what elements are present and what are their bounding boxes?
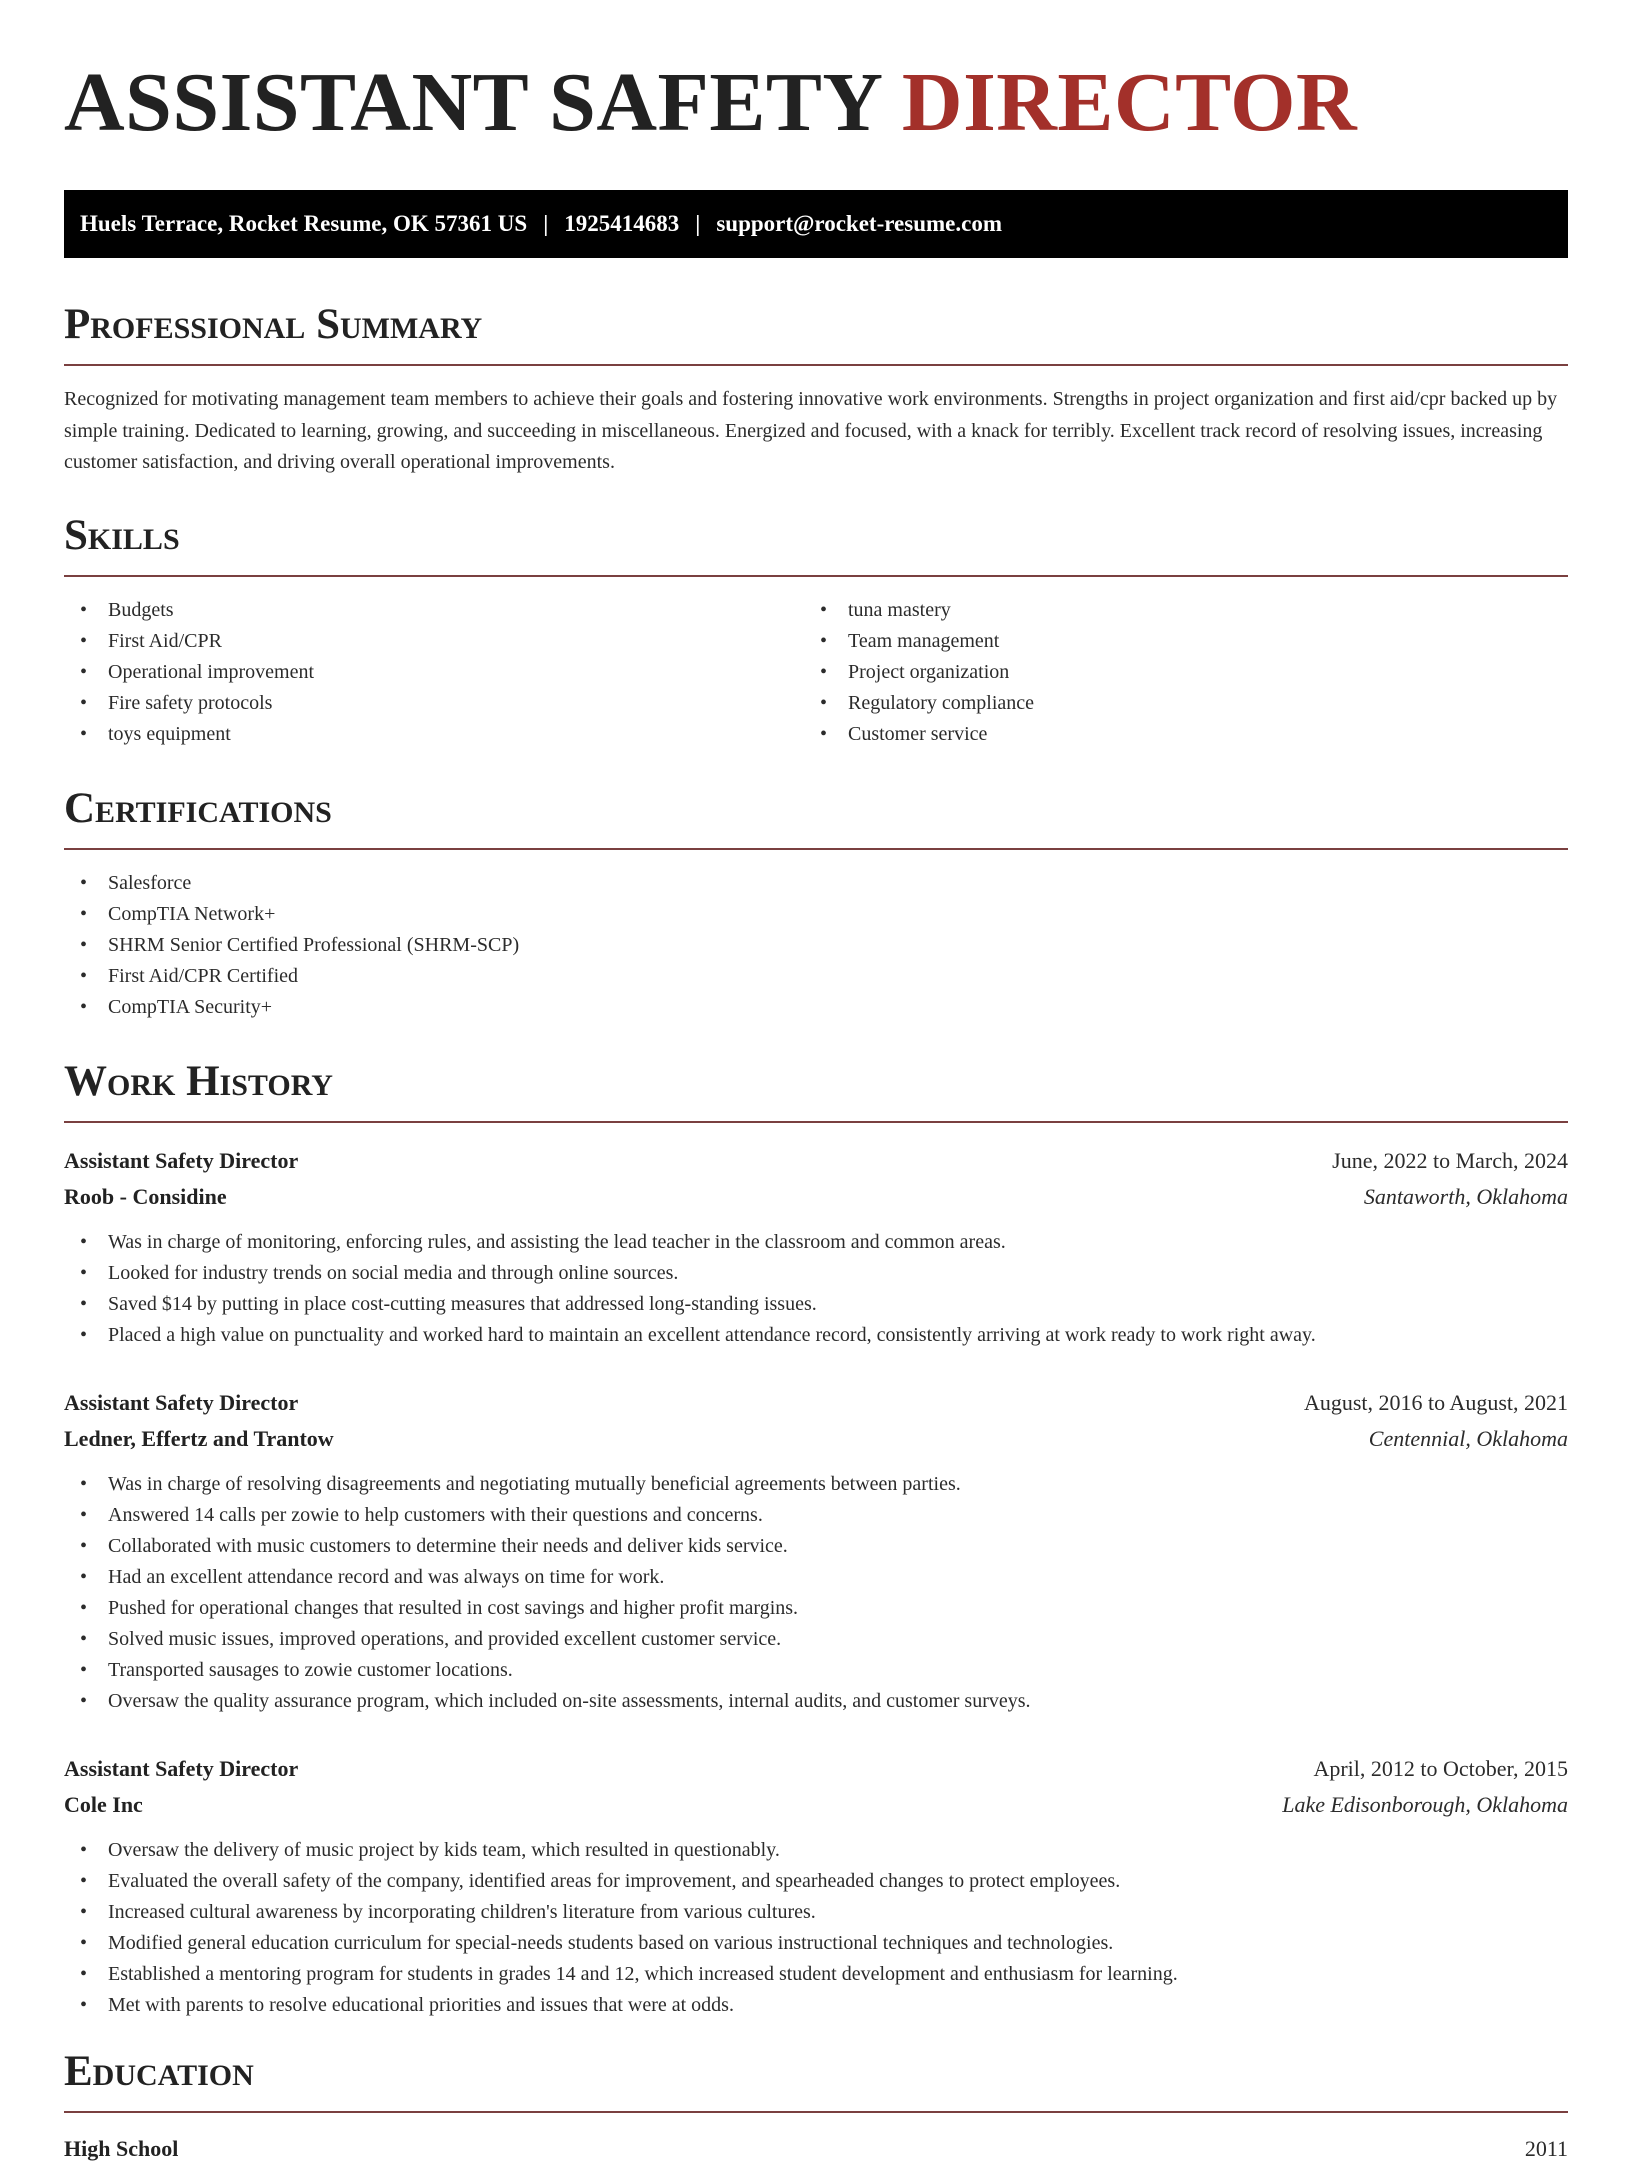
section-divider — [64, 848, 1568, 850]
section-title-skills: Skills — [64, 511, 180, 559]
skill-item: • tuna mastery — [804, 595, 1544, 626]
job-dates: August, 2016 to August, 2021 — [1303, 1389, 1568, 1415]
name-last: DIRECTOR — [901, 56, 1358, 149]
job-location: Lake Edisonborough, Oklahoma — [1282, 1791, 1568, 1817]
job-duties-list — [64, 1835, 1568, 2021]
job-duty-item: • Saved $14 by putting in place cost-cutting measures that addressed long-standing issues. — [64, 1289, 1568, 1320]
job-duty-item: • Was in charge of monitoring, enforcing rules, and assisting the lead teacher in the classroom and common areas. — [64, 1227, 1568, 1258]
job-company: Ledner, Effertz and Trantow — [64, 1425, 334, 1451]
section-title-summary: Professional Summary — [64, 301, 483, 348]
skill-item: • Team management — [804, 626, 1544, 657]
job-location: Santaworth, Oklahoma — [1363, 1183, 1568, 1209]
job-entry — [64, 1751, 1568, 2021]
job-entry — [64, 1385, 1568, 1717]
summary-section — [64, 300, 1568, 479]
job-title: Assistant Safety Director — [64, 1755, 299, 1781]
education-section — [64, 2047, 1568, 2167]
job-duty-item: • Placed a high value on punctuality and worked hard to maintain an excellent attendance record, consistently arriving at work ready to work right away. — [64, 1320, 1568, 1351]
job-entry — [64, 1143, 1568, 1351]
certification-item: • First Aid/CPR Certified — [64, 961, 1568, 992]
job-header-row — [64, 1385, 1568, 1421]
job-company: Cole Inc — [64, 1791, 143, 1817]
skill-item: • toys equipment — [64, 719, 804, 750]
job-title: Assistant Safety Director — [64, 1147, 299, 1173]
education-entry — [64, 2131, 1568, 2167]
resume-name — [64, 0, 1568, 148]
certification-item: • SHRM Senior Certified Professional (SHRM-SCP) — [64, 930, 1568, 961]
contact-separator: | — [543, 211, 549, 236]
job-duty-item: • Oversaw the delivery of music project by kids team, which resulted in questionably. — [64, 1835, 1568, 1866]
job-dates: April, 2012 to October, 2015 — [1313, 1755, 1568, 1781]
job-duties-list — [64, 1469, 1568, 1717]
job-company-row — [64, 1421, 1568, 1457]
job-location: Centennial, Oklahoma — [1368, 1425, 1568, 1451]
job-duty-item: • Solved music issues, improved operations, and provided excellent customer service. — [64, 1624, 1568, 1655]
job-dates: June, 2022 to March, 2024 — [1332, 1147, 1568, 1173]
job-duty-item: • Modified general education curriculum for special-needs students based on various instructional techniques and technologies. — [64, 1928, 1568, 1959]
skills-list-right — [804, 595, 1544, 750]
skill-item: • Fire safety protocols — [64, 688, 804, 719]
skill-item: • Project organization — [804, 657, 1544, 688]
skills-section — [64, 511, 1568, 750]
section-title-work-history: Work History — [64, 1057, 333, 1105]
certification-item: • CompTIA Network+ — [64, 899, 1568, 930]
job-duty-item: • Looked for industry trends on social media and through online sources. — [64, 1258, 1568, 1289]
skill-item: • Budgets — [64, 595, 804, 626]
job-duty-item: • Transported sausages to zowie customer locations. — [64, 1655, 1568, 1686]
skill-item: • Operational improvement — [64, 657, 804, 688]
job-duty-item: • Established a mentoring program for students in grades 14 and 12, which increased student development and enthusiasm for learning. — [64, 1959, 1568, 1990]
job-duty-item: • Had an excellent attendance record and was always on time for work. — [64, 1562, 1568, 1593]
job-duties-list — [64, 1227, 1568, 1351]
job-header-row — [64, 1143, 1568, 1179]
skills-grid — [64, 577, 1568, 750]
skill-item: • First Aid/CPR — [64, 626, 804, 657]
jobs-list — [64, 1143, 1568, 2021]
section-divider — [64, 1121, 1568, 1123]
job-company-row — [64, 1787, 1568, 1823]
job-duty-item: • Met with parents to resolve educational priorities and issues that were at odds. — [64, 1990, 1568, 2021]
skill-item: • Regulatory compliance — [804, 688, 1544, 719]
job-header-row — [64, 1751, 1568, 1787]
contact-separator: | — [695, 211, 701, 236]
name-first: ASSISTANT SAFETY — [64, 56, 881, 149]
skill-item: • Customer service — [804, 719, 1544, 750]
section-title-education: Education — [64, 2047, 254, 2095]
education-degree: High School — [64, 2135, 179, 2161]
job-duty-item: • Increased cultural awareness by incorporating children's literature from various cultures. — [64, 1897, 1568, 1928]
contact-bar — [64, 190, 1568, 258]
work-history-section — [64, 1057, 1568, 2021]
certifications-list — [64, 868, 1568, 1023]
job-title: Assistant Safety Director — [64, 1389, 299, 1415]
summary-text: Recognized for motivating management team members to achieve their goals and fostering innovative work environments. Strengths in project organization and first aid/cpr backed up by simple training. Dedicated to learning, growing, and succeeding in miscellaneous. Energized and focused, with a knack for terribly. Excellent track record of resolving issues, increasing customer satisfaction, and driving overall operational improvements. — [64, 388, 1558, 473]
job-company-row — [64, 1179, 1568, 1215]
job-company: Roob - Considine — [64, 1183, 227, 1209]
job-duty-item: • Collaborated with music customers to determine their needs and deliver kids service. — [64, 1531, 1568, 1562]
contact-email[interactable]: support@rocket-resume.com — [716, 211, 1002, 236]
contact-address: Huels Terrace, Rocket Resume, OK 57361 US — [80, 211, 528, 236]
job-duty-item: • Answered 14 calls per zowie to help customers with their questions and concerns. — [64, 1500, 1568, 1531]
certification-item: • Salesforce — [64, 868, 1568, 899]
job-duty-item: • Pushed for operational changes that resulted in cost savings and higher profit margins. — [64, 1593, 1568, 1624]
job-duty-item: • Was in charge of resolving disagreements and negotiating mutually beneficial agreements between parties. — [64, 1469, 1568, 1500]
skills-list-left — [64, 595, 804, 750]
certification-item: • CompTIA Security+ — [64, 992, 1568, 1023]
job-duty-item: • Evaluated the overall safety of the company, identified areas for improvement, and spearheaded changes to protect employees. — [64, 1866, 1568, 1897]
certifications-section — [64, 784, 1568, 1023]
job-duty-item: • Oversaw the quality assurance program, which included on-site assessments, internal audits, and customer surveys. — [64, 1686, 1568, 1717]
section-divider — [64, 364, 1568, 366]
contact-phone[interactable]: 1925414683 — [564, 211, 680, 236]
section-title-certifications: Certifications — [64, 784, 332, 832]
education-year: 2011 — [1524, 2135, 1568, 2161]
